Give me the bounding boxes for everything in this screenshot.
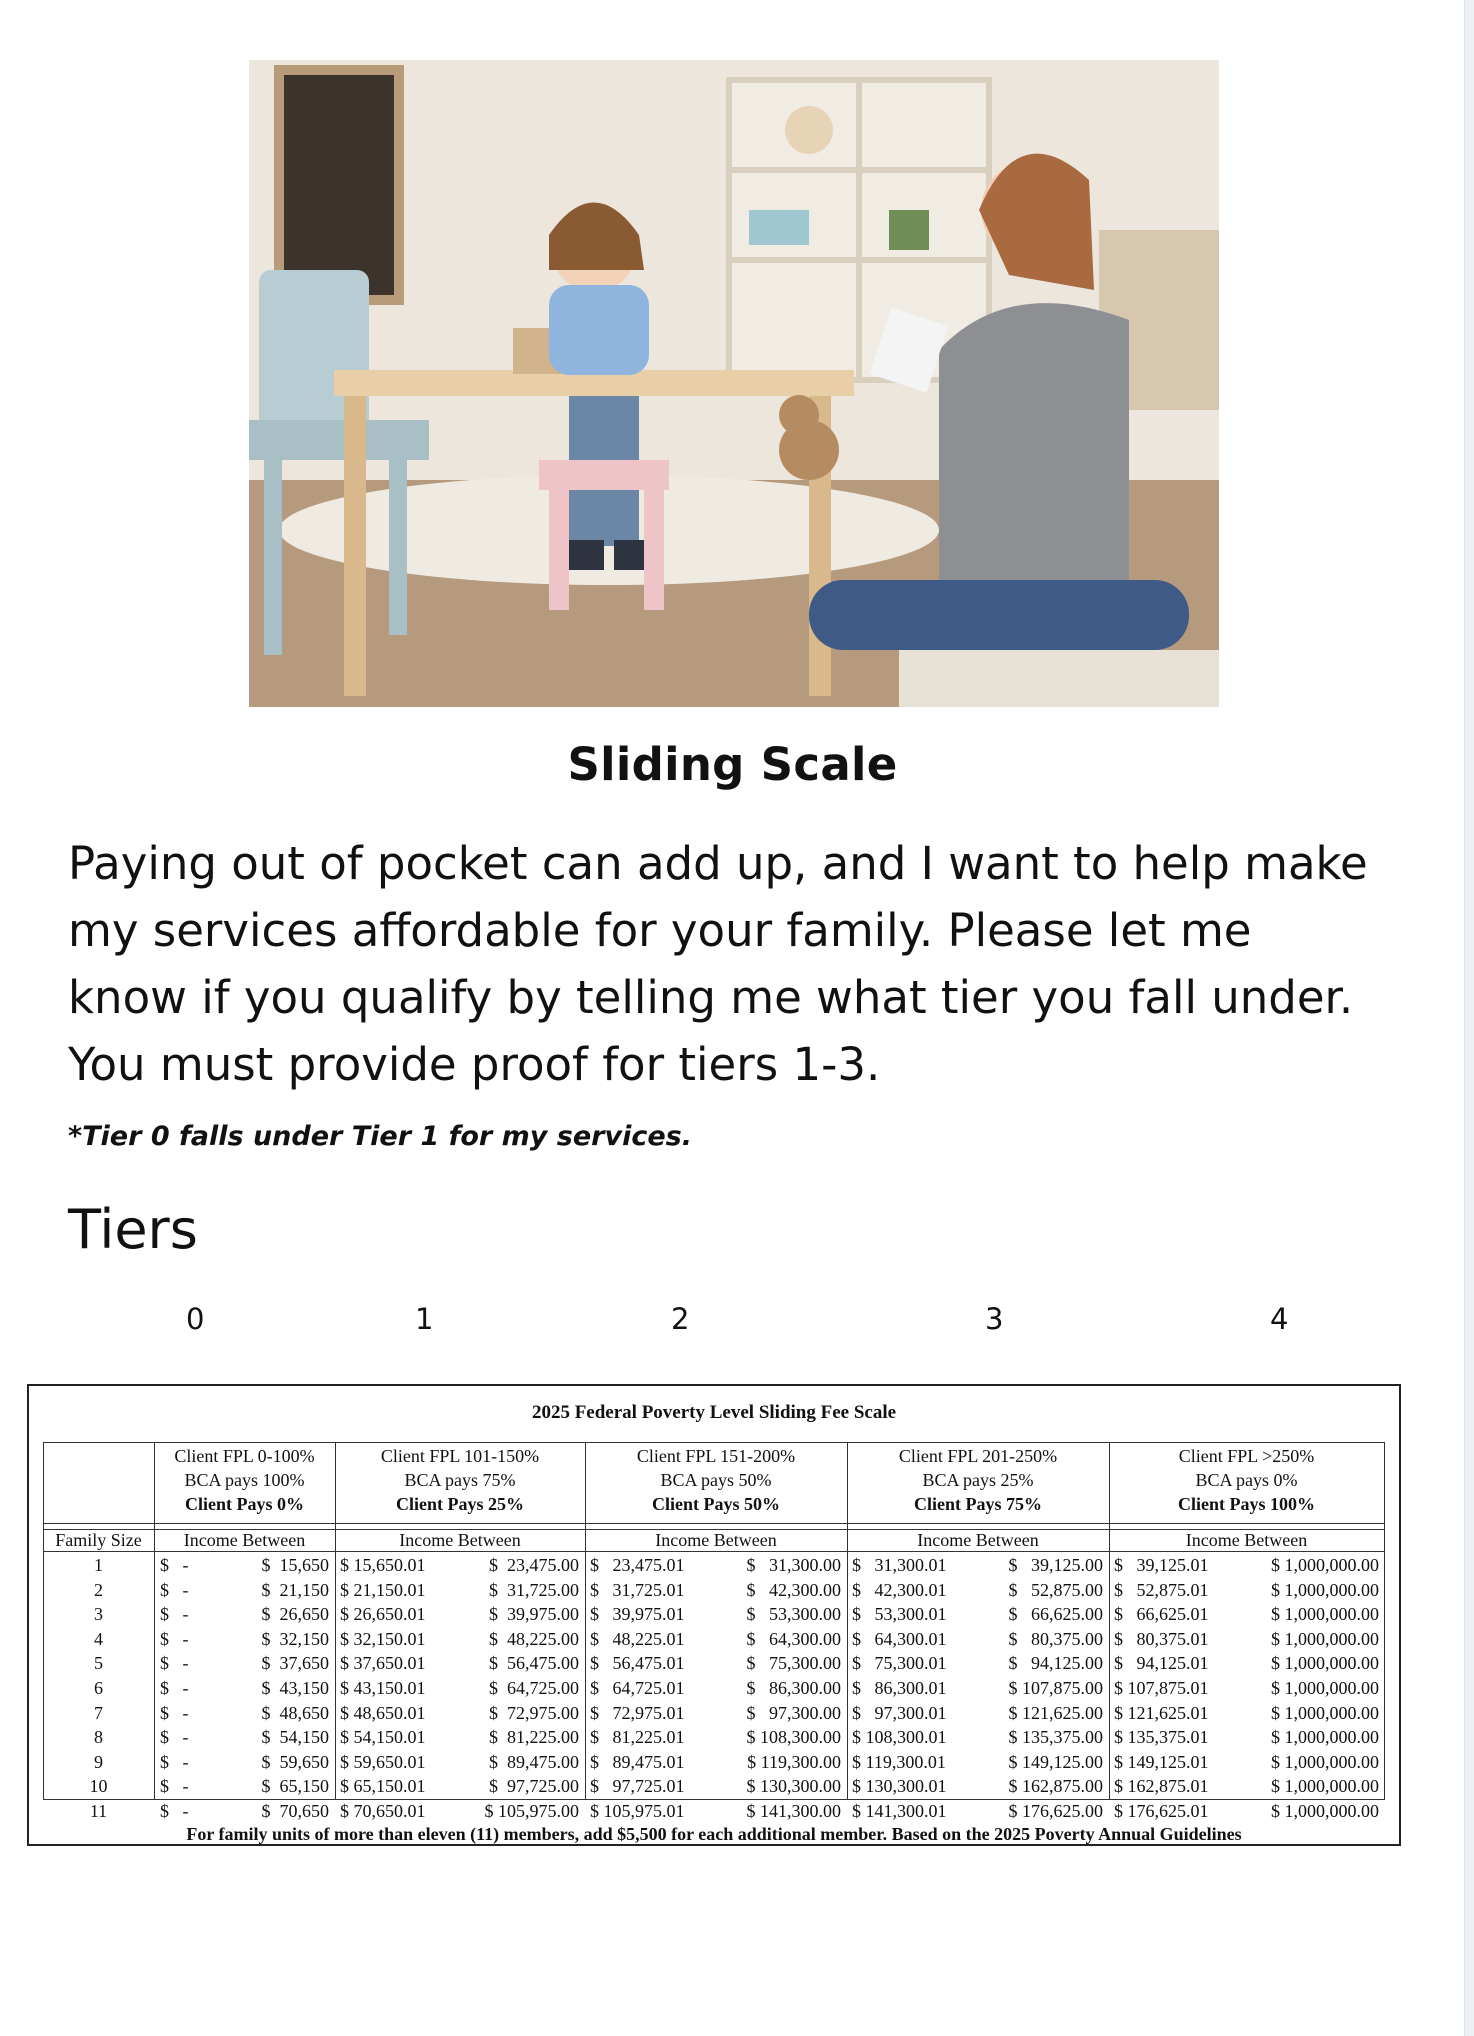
t1-income-to: $ 81,225.00 xyxy=(489,1727,579,1748)
sliding-fee-scale-table xyxy=(27,1384,1401,1846)
t2-income-to: $ 97,300.00 xyxy=(746,1702,841,1723)
t1-income-from: $ 32,150.01 xyxy=(340,1628,426,1649)
t1-income-to: $ 39,975.00 xyxy=(489,1604,579,1625)
t4-income-to: $ 1,000,000.00 xyxy=(1271,1604,1379,1625)
family-size-cell: 1 xyxy=(94,1555,103,1575)
income-between-header: Income Between xyxy=(655,1530,777,1550)
t3-income-from: $ 31,300.01 xyxy=(852,1555,947,1575)
family-size-cell: 9 xyxy=(94,1751,103,1772)
t2-income-from: $ 39,975.01 xyxy=(590,1604,685,1625)
t4-income-from: $ 176,625.01 xyxy=(1114,1801,1209,1821)
table-row xyxy=(29,1602,1399,1627)
t1-income-from: $ 15,650.01 xyxy=(340,1555,426,1575)
t2-income-to: $ 75,300.00 xyxy=(746,1653,841,1674)
t2-income-to: $ 119,300.00 xyxy=(747,1751,841,1772)
t0-income-from: $ - xyxy=(160,1727,189,1748)
t0-income-to: $ 21,150 xyxy=(261,1579,329,1600)
tier-3-bca: BCA pays 25% xyxy=(922,1470,1034,1490)
t2-income-to: $ 64,300.00 xyxy=(746,1628,841,1649)
t4-income-to: $ 1,000,000.00 xyxy=(1271,1727,1379,1748)
t1-income-from: $ 65,150.01 xyxy=(340,1776,426,1797)
table-row xyxy=(29,1701,1399,1726)
row-divider xyxy=(43,1551,1385,1552)
page-title: Sliding Scale xyxy=(567,738,898,791)
t0-income-to: $ 32,150 xyxy=(261,1628,329,1649)
table-row xyxy=(29,1578,1399,1603)
t0-income-to: $ 26,650 xyxy=(261,1604,329,1625)
income-between-header: Income Between xyxy=(1185,1530,1308,1550)
table-row xyxy=(29,1651,1399,1676)
t1-income-to: $ 31,725.00 xyxy=(489,1579,579,1600)
table-row xyxy=(29,1553,1399,1578)
tier-0-client: Client Pays 0% xyxy=(185,1494,304,1514)
t1-income-to: $ 89,475.00 xyxy=(489,1751,579,1772)
t1-income-to: $ 97,725.00 xyxy=(489,1776,579,1797)
family-size-header: Family Size xyxy=(55,1530,142,1550)
t3-income-to: $ 149,125.00 xyxy=(1008,1751,1103,1772)
table-row xyxy=(29,1676,1399,1701)
income-between-header: Income Between xyxy=(917,1530,1039,1550)
t4-income-from: $ 94,125.01 xyxy=(1114,1653,1209,1674)
table-row xyxy=(29,1774,1399,1799)
tier-3-header xyxy=(847,1442,1109,1524)
tier-4-bca: BCA pays 0% xyxy=(1195,1470,1298,1490)
t1-income-from: $ 59,650.01 xyxy=(340,1751,426,1772)
t1-income-from: $ 54,150.01 xyxy=(340,1727,426,1748)
t3-income-to: $ 39,125.00 xyxy=(1008,1555,1103,1575)
family-size-cell: 2 xyxy=(94,1579,103,1600)
table-row xyxy=(29,1799,1399,1824)
income-between-header: Income Between xyxy=(399,1530,521,1550)
t4-income-to: $ 1,000,000.00 xyxy=(1271,1678,1379,1698)
t1-income-to: $ 64,725.00 xyxy=(489,1678,579,1698)
tier-2-bca: BCA pays 50% xyxy=(660,1470,772,1490)
t0-income-from: $ - xyxy=(160,1702,189,1723)
t4-income-to: $ 1,000,000.00 xyxy=(1271,1801,1379,1821)
tier-1-client: Client Pays 25% xyxy=(396,1494,524,1514)
tier-label-4: 4 xyxy=(1270,1302,1289,1336)
table-row xyxy=(29,1725,1399,1750)
t2-income-from: $ 31,725.01 xyxy=(590,1579,685,1600)
t4-income-from: $ 39,125.01 xyxy=(1114,1555,1209,1575)
t1-income-from: $ 43,150.01 xyxy=(340,1678,426,1698)
t4-income-from: $ 80,375.01 xyxy=(1114,1628,1209,1649)
t3-income-from: $ 130,300.01 xyxy=(852,1776,947,1797)
t2-income-to: $ 130,300.00 xyxy=(746,1776,841,1797)
tier-4-fpl: Client FPL >250% xyxy=(1178,1446,1315,1466)
t2-income-to: $ 53,300.00 xyxy=(746,1604,841,1625)
t4-income-from: $ 52,875.01 xyxy=(1114,1579,1209,1600)
t4-income-to: $ 1,000,000.00 xyxy=(1271,1702,1379,1723)
tier-4-header xyxy=(1109,1442,1384,1524)
t0-income-from: $ - xyxy=(160,1776,189,1797)
t3-income-from: $ 64,300.01 xyxy=(852,1628,947,1649)
t4-income-from: $ 66,625.01 xyxy=(1114,1604,1209,1625)
t3-income-to: $ 135,375.00 xyxy=(1008,1727,1103,1748)
t3-income-to: $ 121,625.00 xyxy=(1008,1702,1103,1723)
hero-photo xyxy=(249,60,1219,707)
t2-income-from: $ 56,475.01 xyxy=(590,1653,685,1674)
t0-income-from: $ - xyxy=(160,1751,189,1772)
t3-income-to: $ 107,875.00 xyxy=(1008,1678,1103,1698)
tier-1-fpl: Client FPL 101-150% xyxy=(380,1446,540,1466)
tier-3-client: Client Pays 75% xyxy=(914,1494,1042,1514)
t0-income-to: $ 15,650 xyxy=(261,1555,329,1575)
tier-label-1: 1 xyxy=(415,1302,434,1336)
t3-income-from: $ 42,300.01 xyxy=(852,1579,947,1600)
t2-income-from: $ 81,225.01 xyxy=(590,1727,685,1748)
t3-income-to: $ 80,375.00 xyxy=(1008,1628,1103,1649)
t4-income-from: $ 162,875.01 xyxy=(1114,1776,1209,1797)
t3-income-from: $ 97,300.01 xyxy=(852,1702,947,1723)
t0-income-to: $ 65,150 xyxy=(261,1776,329,1797)
t0-income-to: $ 48,650 xyxy=(261,1702,329,1723)
tier-note: *Tier 0 falls under Tier 1 for my services. xyxy=(68,1121,692,1152)
t2-income-from: $ 48,225.01 xyxy=(590,1628,685,1649)
t2-income-to: $ 108,300.00 xyxy=(746,1727,841,1748)
t2-income-to: $ 31,300.00 xyxy=(746,1555,841,1575)
t0-income-to: $ 54,150 xyxy=(261,1727,329,1748)
t3-income-to: $ 176,625.00 xyxy=(1008,1801,1103,1821)
t1-income-to: $ 105,975.00 xyxy=(484,1801,579,1821)
t4-income-to: $ 1,000,000.00 xyxy=(1271,1579,1379,1600)
tier-1-header xyxy=(335,1442,585,1524)
tier-1-bca: BCA pays 75% xyxy=(404,1470,516,1490)
t3-income-to: $ 52,875.00 xyxy=(1008,1579,1103,1600)
income-between-header: Income Between xyxy=(183,1530,306,1550)
t3-income-to: $ 94,125.00 xyxy=(1008,1653,1103,1674)
fee-table-title: 2025 Federal Poverty Level Sliding Fee Scale xyxy=(531,1402,897,1423)
t2-income-from: $ 23,475.01 xyxy=(590,1555,685,1575)
t3-income-to: $ 162,875.00 xyxy=(1008,1776,1103,1797)
t3-income-from: $ 86,300.01 xyxy=(852,1678,947,1698)
t0-income-to: $ 59,650 xyxy=(261,1751,329,1772)
tier-2-client: Client Pays 50% xyxy=(652,1494,780,1514)
t0-income-from: $ - xyxy=(160,1801,189,1821)
tier-0-header xyxy=(154,1442,335,1524)
t0-income-from: $ - xyxy=(160,1653,189,1674)
tier-label-3: 3 xyxy=(985,1302,1004,1336)
t1-income-to: $ 48,225.00 xyxy=(489,1628,579,1649)
family-size-cell: 7 xyxy=(94,1702,103,1723)
t1-income-from: $ 21,150.01 xyxy=(340,1579,426,1600)
t0-income-from: $ - xyxy=(160,1579,189,1600)
family-size-cell: 6 xyxy=(94,1678,103,1698)
t0-income-to: $ 43,150 xyxy=(261,1678,329,1698)
family-size-cell: 4 xyxy=(94,1628,103,1649)
tier-2-fpl: Client FPL 151-200% xyxy=(636,1446,796,1466)
tier-0-fpl: Client FPL 0-100% xyxy=(174,1446,315,1466)
t3-income-from: $ 119,300.01 xyxy=(852,1751,946,1772)
t4-income-to: $ 1,000,000.00 xyxy=(1271,1555,1379,1575)
t4-income-from: $ 135,375.01 xyxy=(1114,1727,1209,1748)
family-size-cell: 3 xyxy=(94,1604,103,1625)
table-row xyxy=(29,1627,1399,1652)
table-row xyxy=(29,1750,1399,1775)
intro-paragraph: Paying out of pocket can add up, and I want to help make my services affordable for your family. Please let me know if you qualify by telling me what tier you fall under. You must provide proof for tiers 1-3. xyxy=(68,837,1368,1091)
t4-income-from: $ 121,625.01 xyxy=(1114,1702,1209,1723)
tier-label-0: 0 xyxy=(186,1302,205,1336)
t4-income-to: $ 1,000,000.00 xyxy=(1271,1653,1379,1674)
tier-4-client: Client Pays 100% xyxy=(1178,1494,1315,1514)
t1-income-from: $ 70,650.01 xyxy=(340,1801,426,1821)
t3-income-to: $ 66,625.00 xyxy=(1008,1604,1103,1625)
t3-income-from: $ 53,300.01 xyxy=(852,1604,947,1625)
t0-income-to: $ 70,650 xyxy=(261,1801,329,1821)
tiers-heading: Tiers xyxy=(68,1198,198,1261)
t1-income-to: $ 72,975.00 xyxy=(489,1702,579,1723)
tier-0-bca: BCA pays 100% xyxy=(184,1470,305,1490)
t2-income-to: $ 86,300.00 xyxy=(746,1678,841,1698)
t2-income-from: $ 72,975.01 xyxy=(590,1702,685,1723)
t1-income-to: $ 56,475.00 xyxy=(489,1653,579,1674)
family-size-cell: 10 xyxy=(89,1776,108,1797)
t0-income-from: $ - xyxy=(160,1628,189,1649)
t1-income-from: $ 48,650.01 xyxy=(340,1702,426,1723)
t3-income-from: $ 141,300.01 xyxy=(852,1801,947,1821)
t4-income-from: $ 107,875.01 xyxy=(1114,1678,1209,1698)
t3-income-from: $ 108,300.01 xyxy=(852,1727,947,1748)
tier-label-2: 2 xyxy=(671,1302,690,1336)
t0-income-from: $ - xyxy=(160,1555,189,1575)
t4-income-to: $ 1,000,000.00 xyxy=(1271,1628,1379,1649)
t2-income-from: $ 64,725.01 xyxy=(590,1678,685,1698)
t2-income-from: $ 105,975.01 xyxy=(590,1801,685,1821)
t0-income-from: $ - xyxy=(160,1604,189,1625)
t2-income-to: $ 141,300.00 xyxy=(746,1801,841,1821)
t0-income-from: $ - xyxy=(160,1678,189,1698)
page-scrollbar-edge xyxy=(1464,0,1474,2036)
family-size-cell: 11 xyxy=(89,1801,108,1821)
fee-table-footnote: For family units of more than eleven (11) members, add $5,500 for each additional member. Based on the 2025 Poverty Annual Guidelines xyxy=(186,1824,1242,1844)
t2-income-from: $ 89,475.01 xyxy=(590,1751,685,1772)
t3-income-from: $ 75,300.01 xyxy=(852,1653,947,1674)
t2-income-from: $ 97,725.01 xyxy=(590,1776,685,1797)
t2-income-to: $ 42,300.00 xyxy=(746,1579,841,1600)
family-size-cell: 5 xyxy=(94,1653,103,1674)
t4-income-to: $ 1,000,000.00 xyxy=(1271,1776,1379,1797)
t1-income-to: $ 23,475.00 xyxy=(489,1555,579,1575)
family-size-cell: 8 xyxy=(94,1727,103,1748)
tier-2-header xyxy=(585,1442,847,1524)
t1-income-from: $ 37,650.01 xyxy=(340,1653,426,1674)
tier-3-fpl: Client FPL 201-250% xyxy=(898,1446,1058,1466)
t0-income-to: $ 37,650 xyxy=(261,1653,329,1674)
t4-income-to: $ 1,000,000.00 xyxy=(1271,1751,1379,1772)
t1-income-from: $ 26,650.01 xyxy=(340,1604,426,1625)
t4-income-from: $ 149,125.01 xyxy=(1114,1751,1209,1772)
